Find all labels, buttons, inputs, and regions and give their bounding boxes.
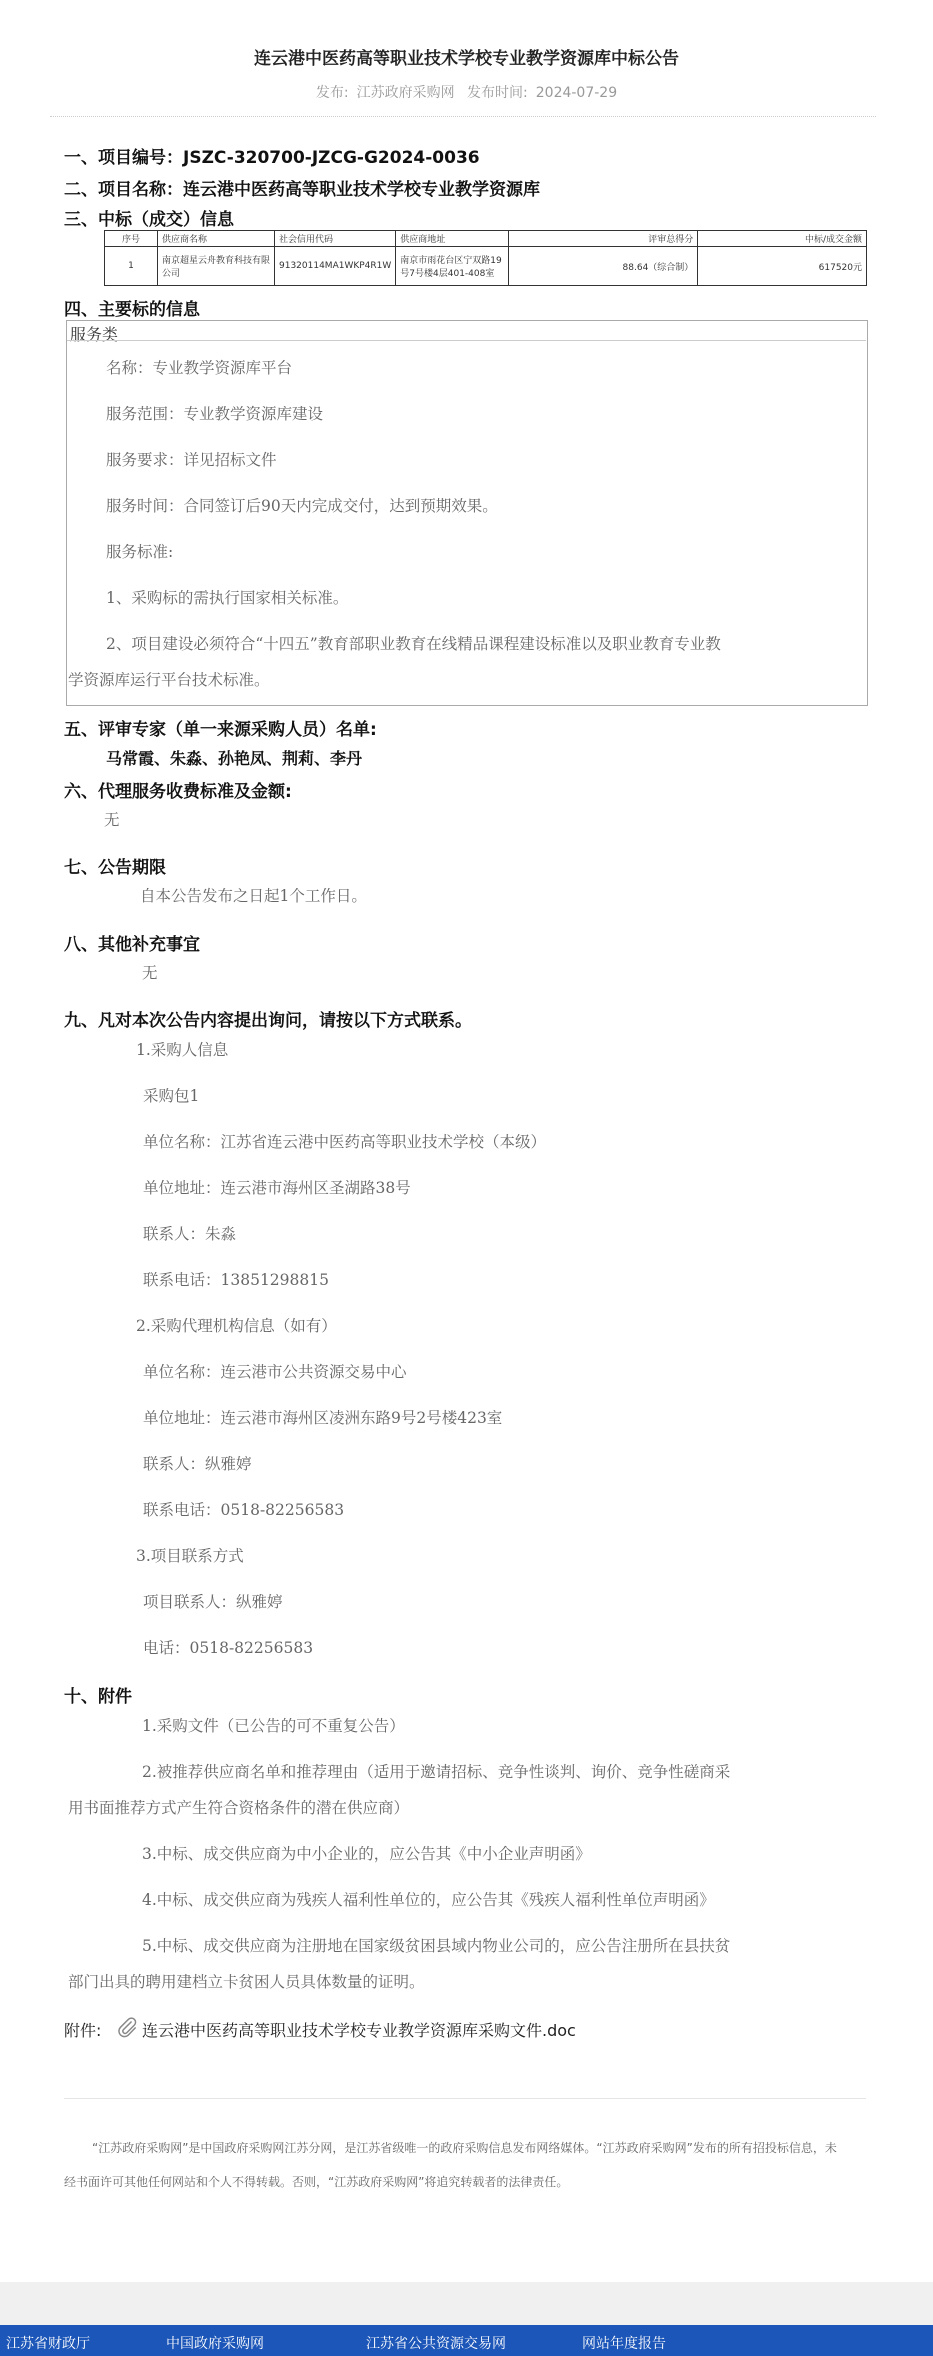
buyer-phone: 联系电话：13851298815 [143, 1271, 329, 1289]
attachment-label: 附件: [64, 2021, 102, 2040]
footer-link-annual-report[interactable]: 网站年度报告 [582, 2336, 666, 2352]
publisher-label: 发布: [315, 85, 349, 101]
period-heading: 七、公告期限 [64, 858, 166, 878]
other-heading: 八、其他补充事宜 [64, 935, 200, 955]
attachments-heading: 十、附件 [64, 1687, 132, 1707]
subject-line: 服务范围：专业教学资源库建设 [106, 405, 324, 423]
contact-heading: 九、凡对本次公告内容提出询问，请按以下方式联系。 [64, 1011, 472, 1031]
col-code: 社会信用代码 [275, 231, 396, 247]
footer-link-china-gov-procurement[interactable]: 中国政府采购网 [166, 2336, 264, 2352]
buyer-person: 联系人：朱淼 [143, 1225, 237, 1243]
experts-list: 马常霞、朱淼、孙艳凤、荆莉、李丹 [106, 749, 363, 768]
publish-meta [0, 82, 933, 102]
cell-amount: 617520元 [698, 247, 867, 286]
buyer-title: 1.采购人信息 [136, 1041, 229, 1059]
cell-supplier: 南京超星云舟教育科技有限公司 [158, 247, 275, 286]
attachment-note: 4.中标、成交供应商为残疾人福利性单位的，应公告其《残疾人福利性单位声明函》 [142, 1891, 715, 1909]
buyer-name: 单位名称：江苏省连云港中医药高等职业技术学校（本级） [143, 1133, 547, 1151]
cell-address: 南京市雨花台区宁双路19号7号楼4层401-408室 [396, 247, 509, 286]
col-no: 序号 [105, 231, 158, 247]
period: 自本公告发布之日起1个工作日。 [140, 887, 367, 905]
subject-line: 服务时间：合同签订后90天内完成交付，达到预期效果。 [106, 497, 498, 515]
footer-divider [64, 2098, 866, 2099]
publish-time: 2024-07-29 [535, 85, 618, 101]
publisher: 江苏政府采购网 [356, 85, 455, 101]
experts-heading: 五、评审专家（单一来源采购人员）名单: [64, 720, 377, 740]
col-address: 供应商地址 [396, 231, 509, 247]
col-score: 评审总得分 [509, 231, 698, 247]
win-table [104, 230, 867, 286]
attachment-note: 5.中标、成交供应商为注册地在国家级贫困县域内物业公司的，应公告注册所在县扶贫 [142, 1937, 731, 1955]
publish-time-label: 发布时间: [467, 85, 528, 101]
attachment-note: 2.被推荐供应商名单和推荐理由（适用于邀请招标、竞争性谈判、询价、竞争性磋商采 [142, 1763, 731, 1781]
attachment-file-link[interactable]: 连云港中医药高等职业技术学校专业教学资源库采购文件.doc [142, 2021, 576, 2040]
subject-line: 名称：专业教学资源库平台 [106, 359, 293, 377]
agency-address: 单位地址：连云港市海州区凌洲东路9号2号楼423室 [143, 1409, 503, 1427]
footer-link-public-resource[interactable]: 江苏省公共资源交易网 [366, 2336, 506, 2352]
agency-fee: 无 [104, 811, 120, 829]
cell-code: 91320114MA1WKP4R1W [275, 247, 396, 286]
project-phone: 电话：0518-82256583 [143, 1639, 314, 1657]
project-name: 二、项目名称：连云港中医药高等职业技术学校专业教学资源库 [64, 180, 540, 200]
win-info-heading: 三、中标（成交）信息 [64, 210, 234, 230]
attachment-note: 3.中标、成交供应商为中小企业的，应公告其《中小企业声明函》 [142, 1845, 591, 1863]
project-person: 项目联系人：纵雅婷 [143, 1593, 283, 1611]
project-contact-title: 3.项目联系方式 [136, 1547, 244, 1565]
subject-line: 服务标准: [106, 543, 174, 561]
cell-no: 1 [105, 247, 158, 286]
footer-link-finance-dept[interactable]: 江苏省财政厅 [6, 2336, 90, 2352]
subject-line: 服务要求：详见招标文件 [106, 451, 277, 469]
col-supplier: 供应商名称 [158, 231, 275, 247]
attachment-note: 部门出具的聘用建档立卡贫困人员具体数量的证明。 [68, 1973, 425, 1991]
page-title: 连云港中医药高等职业技术学校专业教学资源库中标公告 [254, 49, 679, 69]
agency-phone: 联系电话：0518-82256583 [143, 1501, 345, 1519]
copyright-notice-line1: “江苏政府采购网”是中国政府采购网江苏分网，是江苏省级唯一的政府采购信息发布网络媒体。“江苏政府采购网”发布的所有招投标信息，未 [92, 2141, 837, 2155]
table-row [105, 247, 867, 286]
subject-category: 服务类 [70, 325, 119, 344]
agency-name: 单位名称：连云港市公共资源交易中心 [143, 1363, 407, 1381]
copyright-notice-line2: 经书面许可其他任何网站和个人不得转载。否则，“江苏政府采购网”将追究转载者的法律责任。 [64, 2175, 569, 2189]
agency-fee-heading: 六、代理服务收费标准及金额: [64, 782, 292, 802]
paperclip-icon [116, 2016, 138, 2038]
buyer-address: 单位地址：连云港市海州区圣湖路38号 [143, 1179, 411, 1197]
footer-links-bar [0, 2325, 933, 2356]
project-number: 一、项目编号：JSZC-320700-JZCG-G2024-0036 [64, 148, 480, 168]
agency-title: 2.采购代理机构信息（如有） [136, 1317, 337, 1335]
package: 采购包1 [143, 1087, 200, 1105]
table-header-row [105, 231, 867, 247]
cell-score: 88.64（综合制） [509, 247, 698, 286]
attachment-note: 用书面推荐方式产生符合资格条件的潜在供应商） [68, 1799, 410, 1817]
main-subject-heading: 四、主要标的信息 [64, 300, 200, 320]
subject-line: 1、采购标的需执行国家相关标准。 [106, 589, 349, 607]
other: 无 [142, 964, 158, 982]
box-divider [67, 340, 866, 341]
attachment-note: 1.采购文件（已公告的可不重复公告） [142, 1717, 405, 1735]
subject-line: 2、项目建设必须符合“十四五”教育部职业教育在线精品课程建设标准以及职业教育专业教 [106, 635, 721, 653]
copyright-notice [64, 2138, 866, 2158]
title-divider [50, 116, 876, 117]
subject-line: 学资源库运行平台技术标准。 [68, 671, 270, 689]
agency-person: 联系人：纵雅婷 [143, 1455, 252, 1473]
col-amount: 中标/成交金额 [698, 231, 867, 247]
